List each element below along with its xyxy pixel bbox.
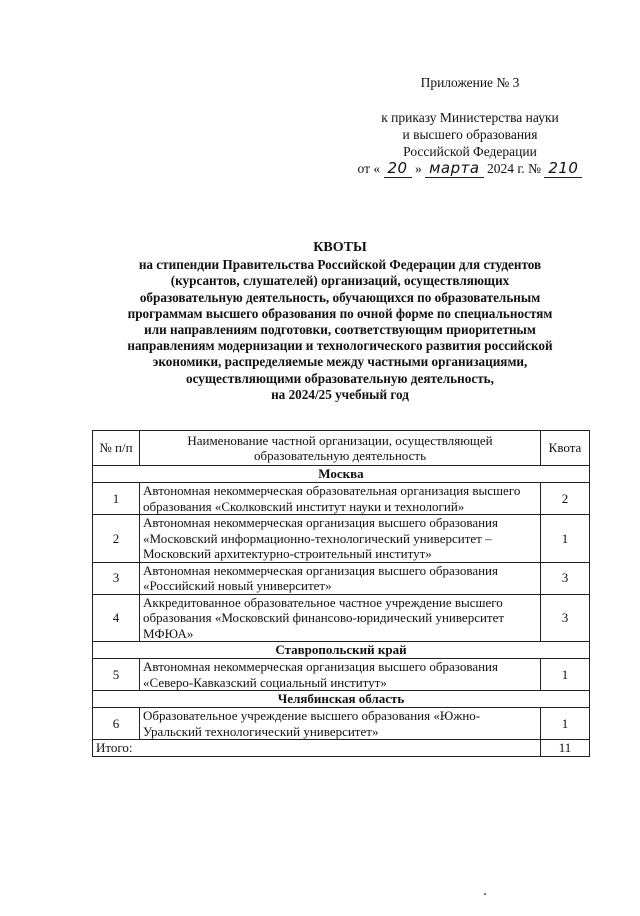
handwritten-day: 20: [384, 159, 412, 178]
title-line: или направлениям подготовки, соответствующим приоритетным: [144, 322, 536, 338]
title-lines: [80, 257, 600, 403]
quota-value: 2: [541, 483, 590, 515]
quota-value: 3: [541, 594, 590, 642]
document-title: [80, 240, 600, 403]
date-prefix: от «: [357, 161, 381, 176]
organization-name: Автономная некоммерческая организация высшего образования «Северо-Кавказский социальный институт»: [140, 659, 541, 691]
organization-name: Образовательное учреждение высшего образования «Южно-Уральский технологический университет»: [140, 708, 541, 740]
year-text: 2024 г. №: [486, 161, 541, 176]
quota-table: [92, 430, 590, 757]
title-line: направлениям модернизации и технологического развития российской: [127, 338, 553, 354]
organization-name: Аккредитованное образовательное частное учреждение высшего образования «Московский финансово-юридический университет МФЮА»: [140, 594, 541, 642]
region-row: [93, 466, 590, 483]
row-number: 2: [93, 515, 140, 563]
region-row: [93, 691, 590, 708]
table-row: [93, 515, 590, 563]
organization-name: Автономная некоммерческая организация высшего образования «Российский новый университет»: [140, 562, 541, 594]
table-row: [93, 708, 590, 740]
appendix-line-2: и высшего образования: [402, 127, 538, 142]
row-number: 1: [93, 483, 140, 515]
table-row: [93, 483, 590, 515]
title-line: на стипендии Правительства Российской Федерации для студентов: [138, 257, 542, 273]
region-name: Москва: [93, 466, 590, 483]
organization-name: Автономная некоммерческая образовательная организация высшего образования «Сколковский институт науки и технологий»: [140, 483, 541, 515]
handwritten-month: марта: [425, 159, 483, 178]
header-quota: Квота: [541, 431, 590, 466]
table-row: [93, 659, 590, 691]
region-name: Ставропольский край: [93, 642, 590, 659]
title-line: на 2024/25 учебный год: [271, 386, 409, 402]
row-number: 5: [93, 659, 140, 691]
appendix-header: [340, 74, 600, 177]
row-number: 6: [93, 708, 140, 740]
total-row: [93, 740, 590, 757]
title-line: осуществляющими образовательную деятельность,: [186, 370, 494, 386]
table-body: [93, 466, 590, 757]
appendix-line-3: Российской Федерации: [403, 144, 537, 159]
organization-name: Автономная некоммерческая организация высшего образования «Московский информационно-технологический университет – Московский архитектурно-строительный институт»: [140, 515, 541, 563]
handwritten-order-number: 210: [544, 159, 582, 178]
table-row: [93, 594, 590, 642]
row-number: 4: [93, 594, 140, 642]
header-org: Наименование частной организации, осуществляющей образовательную деятельность: [140, 431, 541, 466]
title-line: экономики, распределяемые между частными организациями,: [152, 354, 528, 370]
title-line: образовательную деятельность, обучающихся по образовательным: [139, 289, 541, 305]
table-row: [93, 562, 590, 594]
quota-value: 1: [541, 515, 590, 563]
total-value: 11: [541, 740, 590, 757]
title-heading: КВОТЫ: [313, 240, 367, 255]
date-mid: »: [414, 161, 422, 176]
order-date-line: [358, 160, 583, 177]
total-label: Итого:: [93, 740, 541, 757]
row-number: 3: [93, 562, 140, 594]
region-name: Челябинская область: [93, 691, 590, 708]
title-line: программам высшего образования по очной форме по специальностям: [127, 305, 553, 321]
table-header-row: [93, 431, 590, 466]
title-line: (курсантов, слушателей) организаций, осуществляющих: [170, 273, 510, 289]
quota-value: 1: [541, 708, 590, 740]
quota-value: 1: [541, 659, 590, 691]
appendix-number: Приложение № 3: [420, 75, 520, 90]
header-num: № п/п: [93, 431, 140, 466]
scan-dot: [484, 893, 486, 895]
quota-value: 3: [541, 562, 590, 594]
appendix-line-1: к приказу Министерства науки: [381, 110, 559, 125]
region-row: [93, 642, 590, 659]
